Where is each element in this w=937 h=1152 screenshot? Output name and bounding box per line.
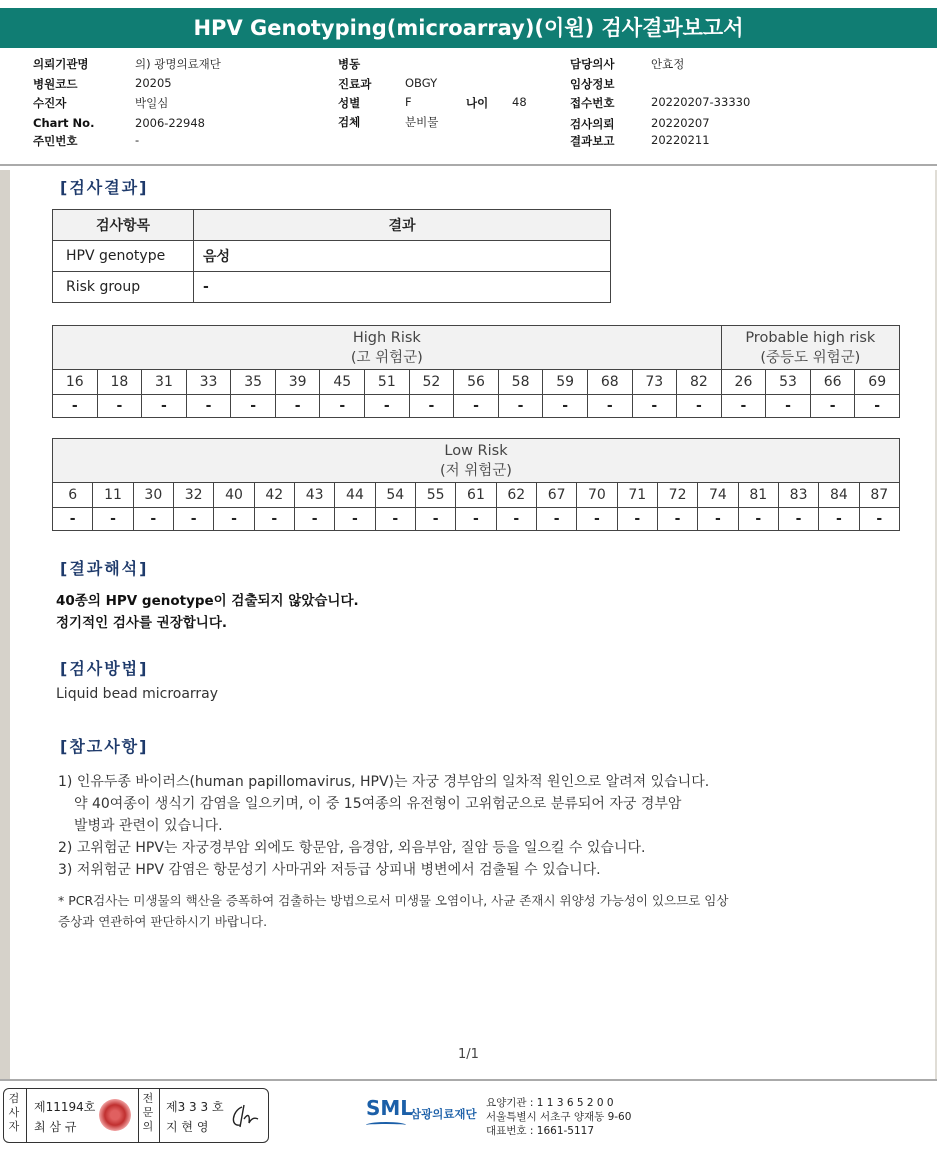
patient-info [0, 52, 937, 164]
genotype-result: - [587, 395, 632, 418]
genotype-number: 39 [275, 370, 320, 395]
genotype-number: 69 [855, 370, 900, 395]
high-risk-subtitle: (고 위험군) [350, 349, 423, 366]
genotype-number: 81 [738, 483, 778, 508]
receipt-value: 20220207-33330 [651, 95, 751, 109]
genotype-result: - [577, 508, 617, 531]
footer-divider [0, 1079, 937, 1081]
header-divider [0, 164, 937, 166]
genotype-number: 67 [536, 483, 576, 508]
section-results: [검사결과] [60, 178, 149, 197]
signature-icon [228, 1101, 264, 1131]
left-margin-bar [0, 170, 10, 1080]
institution-label: 의뢰기관명 [33, 57, 89, 71]
genotype-result: - [721, 395, 766, 418]
genotype-result: - [810, 395, 855, 418]
genotype-number: 52 [409, 370, 454, 395]
high-risk-table [52, 325, 900, 418]
genotype-result: - [409, 395, 454, 418]
request-value: 20220207 [651, 116, 710, 130]
genotype-number: 59 [543, 370, 588, 395]
dept-value: OBGY [405, 76, 438, 90]
genotype-number: 6 [53, 483, 93, 508]
low-risk-subtitle: (저 위험군) [440, 462, 512, 479]
result-table [52, 209, 611, 303]
genotype-result: - [859, 508, 899, 531]
institution-value: 의) 광명의료재단 [135, 57, 221, 71]
genotype-result: - [456, 508, 496, 531]
genotype-number: 74 [698, 483, 738, 508]
genotype-number: 83 [778, 483, 818, 508]
genotype-result: - [657, 508, 697, 531]
result-col-value: 결과 [194, 210, 611, 241]
ward-label: 병동 [338, 57, 361, 71]
disclaimer-line: * PCR검사는 미생물의 핵산을 증폭하여 검출하는 방법으로서 미생물 오염이나, 사균 존재시 위양성 가능성이 있으므로 임상 [58, 893, 729, 908]
genotype-number: 44 [335, 483, 375, 508]
examiner-license: 제11194호 [34, 1100, 96, 1114]
chart-value: 2006-22948 [135, 116, 205, 130]
high-risk-title: High Risk [352, 329, 421, 346]
report-value: 20220211 [651, 133, 710, 147]
genotype-number: 31 [142, 370, 187, 395]
section-notes: [참고사항] [60, 737, 149, 756]
genotype-result: - [855, 395, 900, 418]
genotype-result: - [738, 508, 778, 531]
genotype-number: 16 [53, 370, 98, 395]
receipt-label: 접수번호 [570, 96, 615, 110]
genotype-number: 18 [97, 370, 142, 395]
genotype-result-row [53, 395, 900, 418]
genotype-number: 33 [186, 370, 231, 395]
genotype-result: - [231, 395, 276, 418]
disclaimer-line: 증상과 연관하여 판단하시기 바랍니다. [58, 914, 268, 929]
result-value: - [194, 272, 611, 303]
genotype-number: 55 [415, 483, 455, 508]
genotype-result: - [53, 508, 93, 531]
specialist-name: 지 현 영 [166, 1120, 209, 1134]
contact-line: 서울특별시 서초구 양재동 9-60 [486, 1111, 632, 1123]
examiner-label: 검사자 [8, 1092, 20, 1133]
genotype-result: - [543, 395, 588, 418]
request-label: 검사의뢰 [570, 117, 615, 131]
genotype-number: 43 [294, 483, 334, 508]
genotype-result: - [294, 508, 334, 531]
logo-swoosh-icon [366, 1122, 406, 1128]
genotype-number: 42 [254, 483, 294, 508]
low-risk-header [53, 439, 900, 483]
interpretation-line: 정기적인 검사를 권장합니다. [56, 615, 228, 631]
method-text: Liquid bead microarray [56, 686, 219, 702]
genotype-result: - [275, 395, 320, 418]
genotype-result: - [496, 508, 536, 531]
genotype-result: - [53, 395, 98, 418]
genotype-result: - [454, 395, 499, 418]
logo-mark: SML [366, 1096, 414, 1120]
genotype-result: - [632, 395, 677, 418]
genotype-result: - [254, 508, 294, 531]
genotype-result: - [173, 508, 213, 531]
contact-line: 대표번호 : 1661-5117 [486, 1125, 595, 1137]
note-item: 1) 인유두종 바이러스(human papillomavirus, HPV)는 자궁 경부암의 일차적 원인으로 알려져 있습니다. [58, 774, 710, 790]
specialist-license: 제3 3 3 호 [166, 1100, 224, 1114]
interpretation-line: 40종의 HPV genotype이 검출되지 않았습니다. [56, 593, 359, 609]
clinical-label: 임상정보 [570, 77, 615, 91]
genotype-number: 26 [721, 370, 766, 395]
probable-risk-title: Probable high risk [745, 329, 876, 346]
signature-box [3, 1088, 269, 1143]
genotype-number: 56 [454, 370, 499, 395]
interpretation-text [56, 590, 359, 634]
sex-value: F [405, 95, 412, 109]
section-method: [검사방법] [60, 659, 149, 678]
examiner-info [34, 1097, 95, 1137]
dept-label: 진료과 [338, 77, 372, 91]
logo-name: 삼광의료재단 [410, 1107, 477, 1121]
notes-list [58, 771, 709, 881]
doctor-label: 담당의사 [570, 57, 615, 71]
genotype-number: 53 [766, 370, 811, 395]
genotype-number: 73 [632, 370, 677, 395]
genotype-number: 62 [496, 483, 536, 508]
age-value: 48 [512, 95, 527, 109]
result-item: HPV genotype [53, 241, 194, 272]
genotype-number: 51 [365, 370, 410, 395]
sex-label: 성별 [338, 96, 361, 110]
genotype-number: 72 [657, 483, 697, 508]
divider [159, 1089, 160, 1142]
genotype-result: - [498, 395, 543, 418]
resident-no-label: 주민번호 [33, 134, 78, 148]
table-row [53, 241, 611, 272]
genotype-result: - [778, 508, 818, 531]
genotype-number: 45 [320, 370, 365, 395]
genotype-result: - [186, 395, 231, 418]
genotype-result: - [415, 508, 455, 531]
genotype-number-row [53, 370, 900, 395]
examiner-name: 최 삼 규 [34, 1120, 77, 1134]
specimen-label: 검체 [338, 115, 361, 129]
genotype-number-row [53, 483, 900, 508]
genotype-result: - [677, 395, 722, 418]
genotype-number: 58 [498, 370, 543, 395]
genotype-result: - [320, 395, 365, 418]
genotype-number: 71 [617, 483, 657, 508]
genotype-result: - [97, 395, 142, 418]
probable-risk-header [721, 326, 899, 370]
high-risk-header [53, 326, 722, 370]
page-number: 1/1 [458, 1047, 479, 1062]
genotype-result: - [365, 395, 410, 418]
doctor-value: 안효정 [651, 57, 685, 71]
genotype-number: 40 [214, 483, 254, 508]
note-item: 발병과 관련이 있습니다. [74, 818, 223, 834]
hospital-code-value: 20205 [135, 76, 172, 90]
examinee-value: 박일심 [135, 96, 169, 110]
contact-info [486, 1096, 631, 1138]
genotype-result: - [93, 508, 133, 531]
divider [138, 1089, 139, 1142]
report-label: 결과보고 [570, 134, 615, 148]
examinee-label: 수진자 [33, 96, 67, 110]
genotype-number: 54 [375, 483, 415, 508]
result-value: 음성 [194, 241, 611, 272]
result-item: Risk group [53, 272, 194, 303]
genotype-result: - [133, 508, 173, 531]
genotype-result: - [617, 508, 657, 531]
genotype-result: - [766, 395, 811, 418]
genotype-result: - [214, 508, 254, 531]
genotype-number: 32 [173, 483, 213, 508]
divider [26, 1089, 27, 1142]
genotype-number: 84 [819, 483, 859, 508]
note-item: 3) 저위험군 HPV 감염은 항문성기 사마귀와 저등급 상피내 병변에서 검출될 수 있습니다. [58, 862, 601, 878]
genotype-result: - [536, 508, 576, 531]
low-risk-table [52, 438, 900, 531]
table-row [53, 272, 611, 303]
note-item: 약 40여종이 생식기 감염을 일으키며, 이 중 15여종의 유전형이 고위험군으로 분류되어 자궁 경부암 [74, 796, 682, 812]
genotype-result-row [53, 508, 900, 531]
genotype-number: 68 [587, 370, 632, 395]
hospital-code-label: 병원코드 [33, 77, 78, 91]
genotype-result: - [335, 508, 375, 531]
specialist-label: 전문의 [142, 1092, 154, 1133]
genotype-number: 11 [93, 483, 133, 508]
probable-risk-subtitle: (중등도 위험군) [760, 349, 861, 366]
genotype-result: - [142, 395, 187, 418]
note-item: 2) 고위험군 HPV는 자궁경부암 외에도 항문암, 음경암, 외음부암, 질암 등을 일으킬 수 있습니다. [58, 840, 646, 856]
low-risk-title: Low Risk [444, 442, 508, 459]
chart-label: Chart No. [33, 116, 95, 130]
resident-no-value: - [135, 133, 140, 147]
genotype-result: - [698, 508, 738, 531]
genotype-number: 61 [456, 483, 496, 508]
genotype-number: 66 [810, 370, 855, 395]
age-label: 나이 [466, 96, 489, 110]
genotype-number: 70 [577, 483, 617, 508]
genotype-number: 87 [859, 483, 899, 508]
genotype-number: 35 [231, 370, 276, 395]
genotype-number: 82 [677, 370, 722, 395]
contact-line: 요양기관 : 1 1 3 6 5 2 0 0 [486, 1097, 614, 1109]
section-interpretation: [결과해석] [60, 559, 149, 578]
result-col-item: 검사항목 [53, 210, 194, 241]
report-title: HPV Genotyping(microarray)(이원) 검사결과보고서 [0, 8, 937, 48]
genotype-result: - [375, 508, 415, 531]
specimen-value: 분비물 [405, 115, 439, 129]
genotype-result: - [819, 508, 859, 531]
seal-stamp-icon [99, 1099, 131, 1131]
genotype-number: 30 [133, 483, 173, 508]
pcr-disclaimer [58, 890, 878, 932]
specialist-info [166, 1097, 224, 1137]
